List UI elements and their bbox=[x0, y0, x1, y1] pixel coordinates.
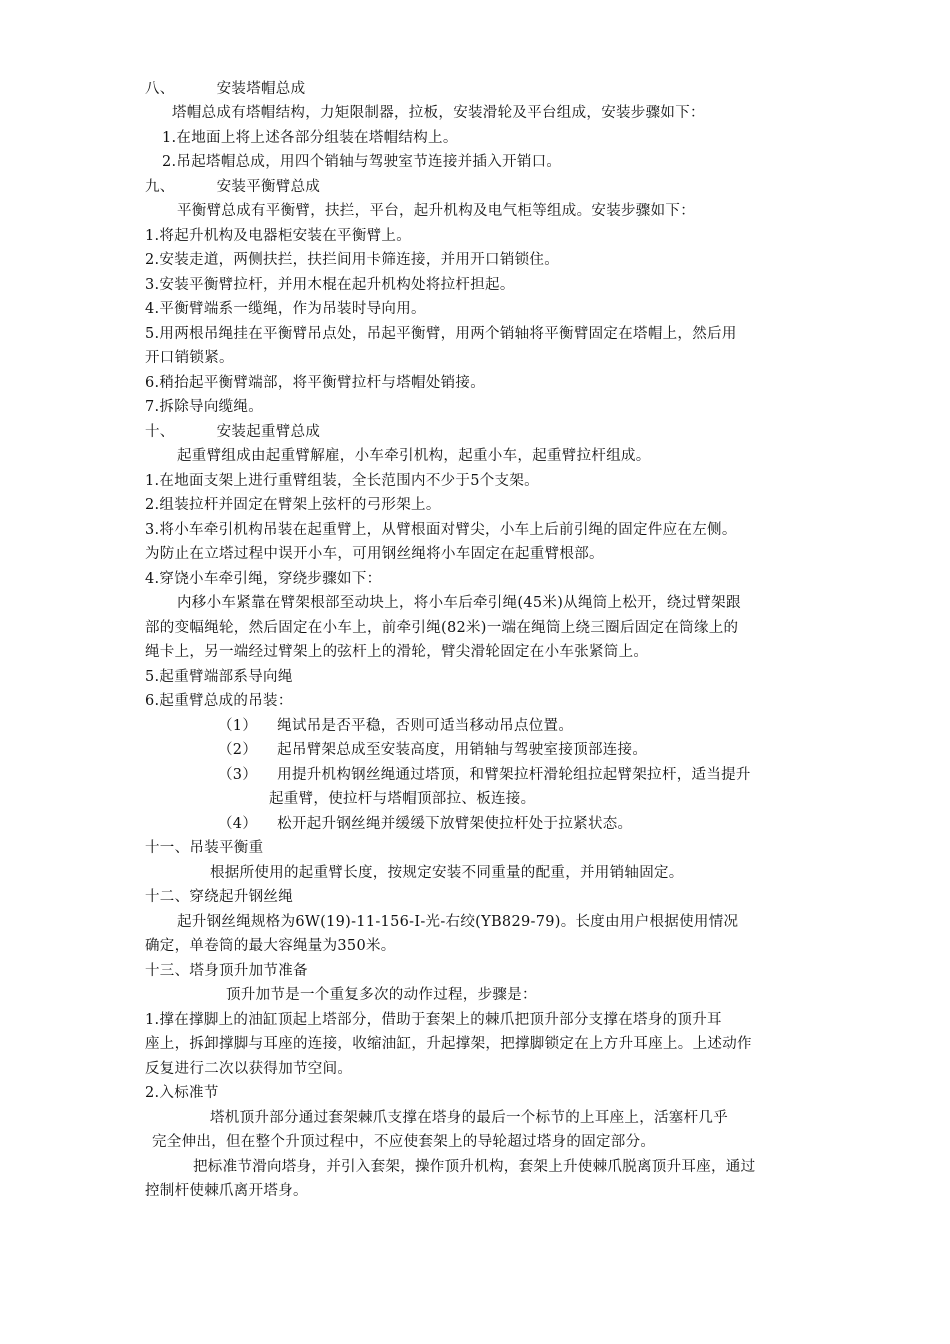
step-line: 1.撑在撑脚上的油缸顶起上塔部分，借助于套架上的棘爪把顶升部分支撑在塔身的顶升耳 bbox=[145, 1012, 722, 1028]
step-line: 6.稍抬起平衡臂端部，将平衡臂拉杆与塔帽处销接。 bbox=[145, 375, 486, 391]
step-line: 1.在地面支架上进行重臂组装，全长范围内不少于5个支架。 bbox=[145, 473, 539, 489]
section-number: 八、 bbox=[145, 81, 175, 97]
step-line: 3.安装平衡臂拉杆，并用木棍在起升机构处将拉杆担起。 bbox=[145, 277, 515, 293]
substep-4 bbox=[218, 813, 632, 835]
paragraph-line: 确定，单卷筒的最大容绳量为350米。 bbox=[145, 938, 396, 954]
step-line: 2.组装拉杆并固定在臂架上弦杆的弓形架上。 bbox=[145, 497, 441, 513]
paragraph-line: 绳卡上，另一端经过臂架上的弦杆上的滑轮，臂尖滑轮固定在小车张紧筒上。 bbox=[145, 644, 649, 660]
step-line: 7.拆除导向缆绳。 bbox=[145, 399, 264, 415]
section-title: 安装平衡臂总成 bbox=[216, 179, 321, 195]
step-line-continued: 开口销锁紧。 bbox=[145, 350, 234, 366]
substep-text: 起吊臂架总成至安装高度，用销轴与驾驶室接顶部连接。 bbox=[277, 742, 648, 758]
step-line: 5.起重臂端部系导向绳 bbox=[145, 669, 293, 685]
paragraph-line: 平衡臂总成有平衡臂，扶拦，平台，起升机构及电气柜等组成。安装步骤如下： bbox=[177, 203, 695, 219]
paragraph-line: 塔帽总成有塔帽结构，力矩限制器，拉板，安装滑轮及平台组成，安装步骤如下： bbox=[172, 105, 705, 121]
paragraph-line: 内移小车紧靠在臂架根部至动块上，将小车后牵引绳(45米)从绳筒上松开，绕过臂架跟 bbox=[177, 595, 741, 611]
paragraph-line: 部的变幅绳轮，然后固定在小车上，前牵引绳(82米)一端在绳筒上绕三圈后固定在筒缘上的 bbox=[145, 620, 739, 636]
substep-3-continued: 起重臂，使拉杆与塔帽顶部拉、板连接。 bbox=[269, 791, 536, 807]
step-line: 1.将起升机构及电器柜安装在平衡臂上。 bbox=[145, 228, 412, 244]
paragraph-line: 把标准节滑向塔身，并引入套架，操作顶升机构，套架上升使棘爪脱离顶升耳座，通过 bbox=[193, 1159, 756, 1175]
step-line: 3.将小车牵引机构吊装在起重臂上，从臂根面对臂尖，小车上后前引绳的固定件应在左侧。 bbox=[145, 522, 737, 538]
paragraph-line: 塔机顶升部分通过套架棘爪支撑在塔身的最后一个标节的上耳座上，活塞杆几乎 bbox=[210, 1110, 728, 1126]
substep-3 bbox=[218, 764, 751, 786]
paragraph-line: 起重臂组成由起重臂解雇，小车牵引机构，起重小车，起重臂拉杆组成。 bbox=[177, 448, 651, 464]
step-line: 1.在地面上将上述各部分组装在塔帽结构上。 bbox=[162, 130, 458, 146]
paragraph-line: 控制杆使棘爪离开塔身。 bbox=[145, 1183, 308, 1199]
substep-text: 用提升机构钢丝绳通过塔顶，和臂架拉杆滑轮组拉起臂架拉杆，适当提升 bbox=[277, 767, 751, 783]
section-heading-8 bbox=[145, 78, 305, 100]
step-line: 2.入标准节 bbox=[145, 1085, 219, 1101]
step-line: 4.平衡臂端系一缆绳，作为吊装时导向用。 bbox=[145, 301, 426, 317]
substep-number: （3） bbox=[218, 767, 258, 783]
step-line: 2.吊起塔帽总成，用四个销轴与驾驶室节连接并插入开销口。 bbox=[162, 154, 562, 170]
step-line: 4.穿饶小车牵引绳，穿绕步骤如下： bbox=[145, 571, 382, 587]
substep-text: 绳试吊是否平稳，否则可适当移动吊点位置。 bbox=[277, 718, 574, 734]
paragraph-line: 起升钢丝绳规格为6W(19)-11-156-Ⅰ-光-右绞(YB829-79)。长度由用户根据使用情况 bbox=[177, 914, 739, 930]
section-heading-11: 十一、吊装平衡重 bbox=[145, 840, 264, 856]
step-line-continued: 为防止在立塔过程中误开小车，可用钢丝绳将小车固定在起重臂根部。 bbox=[145, 546, 604, 562]
paragraph-line: 顶升加节是一个重复多次的动作过程，步骤是： bbox=[226, 987, 537, 1003]
step-line-continued: 反复进行二次以获得加节空间。 bbox=[145, 1061, 353, 1077]
section-number: 九、 bbox=[145, 179, 175, 195]
section-title: 安装起重臂总成 bbox=[216, 424, 321, 440]
section-heading-9 bbox=[145, 176, 320, 198]
section-number: 十、 bbox=[145, 424, 175, 440]
paragraph-line: 完全伸出，但在整个升顶过程中，不应使套架上的导轮超过塔身的固定部分。 bbox=[152, 1134, 656, 1150]
substep-1 bbox=[218, 715, 573, 737]
step-line-continued: 座上，拆卸撑脚与耳座的连接，收缩油缸，升起撑架，把撑脚锁定在上方升耳座上。上述动作 bbox=[145, 1036, 752, 1052]
paragraph-line: 根据所使用的起重臂长度，按规定安装不同重量的配重，并用销轴固定。 bbox=[210, 865, 684, 881]
section-heading-10 bbox=[145, 421, 320, 443]
section-title: 安装塔帽总成 bbox=[216, 81, 306, 97]
substep-number: （1） bbox=[218, 718, 258, 734]
step-line: 6.起重臂总成的吊装： bbox=[145, 693, 293, 709]
substep-number: （4） bbox=[218, 816, 258, 832]
step-line: 5.用两根吊绳挂在平衡臂吊点处，吊起平衡臂，用两个销轴将平衡臂固定在塔帽上，然后用 bbox=[145, 326, 737, 342]
section-heading-13: 十三、塔身顶升加节准备 bbox=[145, 963, 308, 979]
section-heading-12: 十二、穿绕起升钢丝绳 bbox=[145, 889, 293, 905]
substep-text: 松开起升钢丝绳并缓缓下放臂架使拉杆处于拉紧状态。 bbox=[277, 816, 633, 832]
substep-number: （2） bbox=[218, 742, 258, 758]
step-line: 2.安装走道，两侧扶拦，扶拦间用卡筛连接，并用开口销锁住。 bbox=[145, 252, 560, 268]
substep-2 bbox=[218, 739, 647, 761]
